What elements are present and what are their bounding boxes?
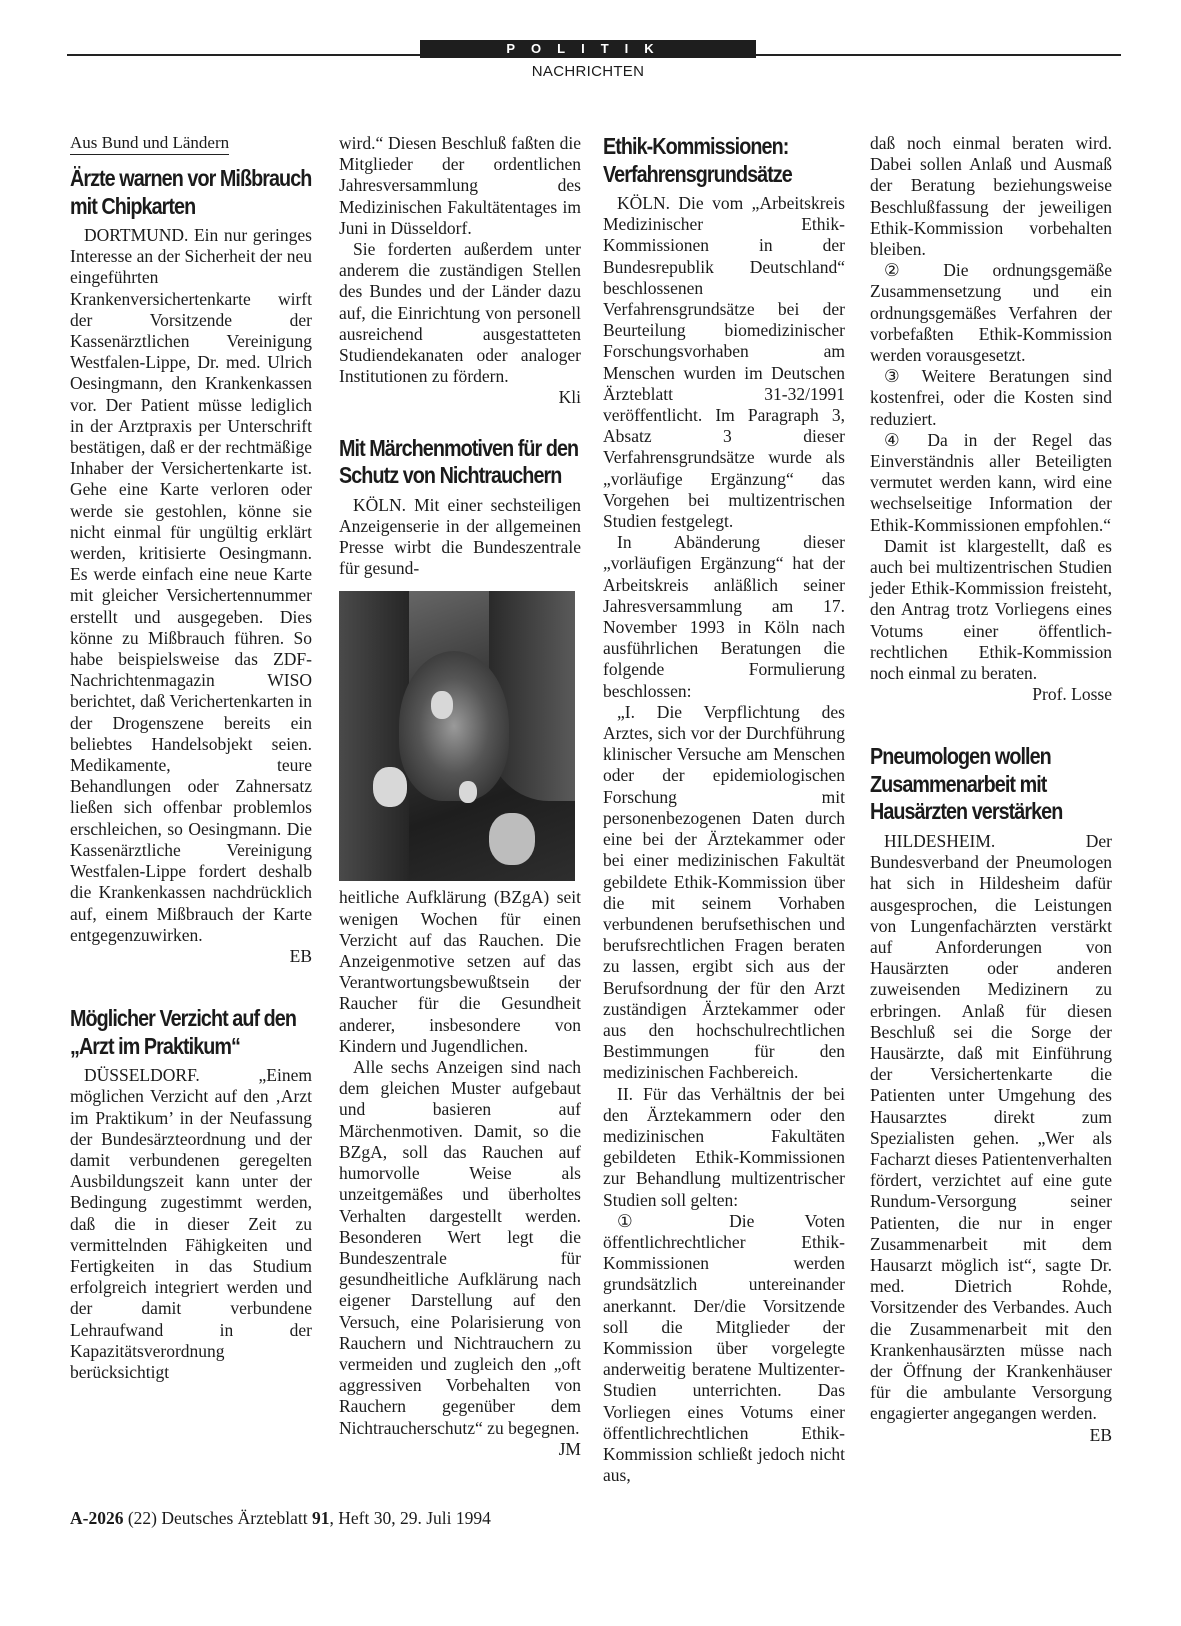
footer-journal: (22) Deutsches Ärzteblatt xyxy=(127,1508,308,1528)
headline-maerchenmotive: Mit Märchenmotiven für den Schutz von Nichtrauchern xyxy=(339,434,579,489)
page-footer xyxy=(70,1508,491,1529)
subsection-label: NACHRICHTEN xyxy=(531,63,645,80)
article-maerchen-signature: JM xyxy=(558,1438,581,1459)
article-aip-paragraph: Sie forderten außerdem unter anderem die zuständigen Stellen des Bundes und der Länder dazu auf, die Einrichtung von personell ausreichend ausgestatteten Studiendekanaten oder analoger Institutionen zu fördern. xyxy=(339,239,581,387)
fairy-tale-ad-photo xyxy=(339,591,575,881)
page-number: A-2026 xyxy=(70,1508,124,1528)
article-chipkarten-text: DORTMUND. Ein nur geringes Interesse an der Sicherheit der neu eingeführten Krankenversichertenkarte wirft der Vorsitzende der Kassenärztlichen Vereinigung Westfalen-Lippe, Dr. med. Ulrich Oesingmann, den Krankenkassen vor. Der Patient müsse lediglich in der Arztpraxis per Unterschrift bestätigen, daß er der rechtmäßige Inhaber der Versichertenkarte ist. Gehe eine Karte verloren oder werde sie gestohlen, könne sie nicht einmal für ungültig erklärt werden, kritisierte Oesingmann. Es werde einfach eine neue Karte mit gleicher Versichertennummer erstellt und ausgegeben. Dies könne zu Mißbrauch führen. So habe beispielsweise das ZDF-Nachrichtenmagazin WISO berichtet, daß Verichertenkarten in der Drogenszene bereits ein beliebtes Handelsobjekt seien. Medikamente, teure Behandlungen oder Zahnersatz ließen sich offenbar problemlos erschleichen, so Oesingmann. Die Kassenärztliche Vereinigung Westfalen-Lippe fordert deshalb die Krankenkassen nachdrücklich auf, einem Mißbrauch der Karte entgegenzuwirken. xyxy=(70,225,312,945)
article-ethik-point-2: ② Die ordnungsgemäße Zusammensetzung und ein ordnungsgemäßes Verfahren der vorbefaßten Ethik-Kommission werden vorausgesetzt. xyxy=(870,260,1112,366)
article-ethik-conclusion: Damit ist klargestellt, daß es auch bei multizentrischen Studien jeder Ethik-Kommission freisteht, den Antrag trotz Vorliegens eines Votums einer öffentlich-rechtlichen Ethik-Kommission noch einmal zu beraten. xyxy=(870,535,1112,684)
article-ethik-p2: In Abänderung dieser „vorläufigen Ergänzung“ hat der Arbeitskreis anläßlich seiner Jahresversammlung am 17. November 1993 in Köln nach ausführlichen Beratungen die folgende Formulierung beschlossen: xyxy=(603,532,845,701)
section-label: POLITIK xyxy=(420,40,756,58)
article-ethik-p5: ① Die Voten öffentlichrechtlicher Ethik-Kommissionen werden grundsätzlich untereinander anerkannt. Der/die Vorsitzende soll die Mitglieder der Kommission über vorgelegte anderweitig beratene Multizenter-Studien unterrichten. Das Vorliegen eines Votums einer öffentlichrechtlichen Ethik-Kommission schließt jedoch nicht aus, xyxy=(603,1210,845,1486)
headline-pneumologen: Pneumologen wollen Zusammenarbeit mit Hausärzten verstärken xyxy=(870,743,1063,825)
article-pneumologen-signature: EB xyxy=(1089,1424,1112,1445)
headline-ethik-kommissionen: Ethik-Kommissionen: Verfahrensgrundsätze xyxy=(603,133,792,187)
article-maerchen-paragraph: Alle sechs Anzeigen sind nach dem gleichen Muster aufgebaut und basieren auf Märchenmotiven. Damit, so die BZgA, soll das Rauchen auf humorvolle Weise als unzeitgemäßes und überholtes Verhalten dargestellt werden. Besonderen Wert legt die Bundeszentrale für gesundheitliche Aufklärung nach eigener Darstellung auf den Versuch, eine Polarisierung von Rauchern und Nichtrauchern zu vermeiden und zugleich den „oft aggressiven Vorbehalten von Rauchern gegenüber dem Nichtraucherschutz“ zu begegnen. xyxy=(339,1057,581,1438)
kicker: Aus Bund und Ländern xyxy=(70,133,229,155)
headline-arzt-im-praktikum: Möglicher Verzicht auf den „Arzt im Praktikum“ xyxy=(70,1005,297,1059)
article-ethik-p4: II. Für das Verhältnis der bei den Ärztekammern oder den medizinischen Fakultäten gebildeten Ethik-Kommissionen zur Behandlung multizentrischer Studien soll gelten: xyxy=(603,1083,845,1210)
footer-volume: 91 xyxy=(312,1508,330,1528)
article-ethik-p1: KÖLN. Die vom „Arbeitskreis Medizinischer Ethik-Kommissionen in der Bundesrepublik Deutschland“ beschlossenen Verfahrensgrundsätze bei der Beurteilung biomedizinischer Forschungsvorhaben am Menschen wurden im Deutschen Ärzteblatt 31-32/1991 veröffentlicht. Im Paragraph 3, Absatz 3 dieser Verfahrensgrundsätze wurde als „vorläufige Ergänzung“ das Vorgehen bei multizentrischen Studien festgelegt. xyxy=(603,193,845,532)
article-ethik-continued: daß noch einmal beraten wird. Dabei sollen Anlaß und Ausmaß der Beratung beziehungsweise Beschlußfassung der jeweiligen Ethik-Kommission vorbehalten bleiben. xyxy=(870,133,1112,260)
article-aip-text: DÜSSELDORF. „Einem möglichen Verzicht auf den ‚Arzt im Praktikum’ in der Neufassung der Bundesärzteordnung und der damit verbundenen geregelten Ausbildungszeit kann unter der Bedingung zugestimmt werden, daß die in dieser Zeit zu vermittelnden Fähigkeiten und Fertigkeiten in das Studium erfolgreich integriert werden und der damit verbundene Lehraufwand in der Kapazitätsverordnung berücksichtigt xyxy=(70,1065,312,1382)
article-maerchen-text: heitliche Aufklärung (BZgA) seit wenigen Wochen für einen Verzicht auf das Rauchen. Die Anzeigenmotive setzen auf das Verantwortungsbewußtsein der Raucher für die Gesundheit anderer, insbesondere von Kindern und Jugendlichen. xyxy=(339,887,581,1056)
article-maerchen-intro: KÖLN. Mit einer sechsteiligen Anzeigenserie in der allgemeinen Presse wirbt die Bundeszentrale für gesund- xyxy=(339,494,581,579)
article-chipkarten-signature: EB xyxy=(289,945,312,966)
article-ethik-p3: „I. Die Verpflichtung des Arztes, sich vor der Durchführung klinischer Versuche am Menschen oder der epidemiologischen Forschung mit personenbezogenen Daten durch eine bei der Ärztekammer oder bei einer medizinischen Fakultät gebildete Ethik-Kommission über die mit seinem Vorhaben verbundenen berufsethischen und berufsrechtlichen Fragen beraten zu lassen, ergibt sich aus der Berufsordnung der für den Arzt zuständigen Ärztekammer oder aus den hochschulrechtlichen Bestimmungen für den medizinischen Fachbereich. xyxy=(603,701,845,1083)
article-aip-continued: wird.“ Diesen Beschluß faßten die Mitglieder der ordentlichen Jahresversammlung des Medizinischen Fakultätentages im Juni in Düsseldorf. xyxy=(339,133,581,238)
article-ethik-point-3: ③ Weitere Beratungen sind kostenfrei, oder die Kosten sind reduziert. xyxy=(870,366,1112,429)
column-3 xyxy=(603,133,845,1486)
article-ethik-signature: Prof. Losse xyxy=(1032,684,1112,705)
headline-chipkarten: Ärzte warnen vor Mißbrauch mit Chipkarten xyxy=(70,165,312,219)
column-1 xyxy=(70,133,312,1383)
column-4 xyxy=(870,133,1112,1446)
column-2 xyxy=(339,133,581,1460)
article-pneumologen-text: HILDESHEIM. Der Bundesverband der Pneumologen hat sich in Hildesheim dafür ausgesprochen, die Leistungen von Lungenfachärzten verstärkt auf Anforderungen von Hausärzten oder anderen zuweisenden Medizinern zu erbringen. Anlaß für diesen Beschluß sei die Sorge der Hausärzte, daß mit Einführung der Versichertenkarte die Patienten unter Umgehung des Hausarztes direkt zum Spezialisten gehen. „Wer als Facharzt dieses Patientenverhalten fördert, verzichtet auf eine gute Rundum-Versorgung seiner Patienten, die nur in enger Zusammenarbeit mit dem Hausarzt möglich ist“, sagte Dr. med. Dietrich Rohde, Vorsitzender des Verbandes. Auch die Zusammenarbeit mit den Krankenhausärzten müsse nach der Öffnung der Krankenhäuser für die ambulante Versorgung engagierter angegangen werden. xyxy=(870,830,1112,1424)
article-aip-signature: Kli xyxy=(558,387,581,408)
article-ethik-point-4: ④ Da in der Regel das Einverständnis aller Beteiligten vermutet werden kann, wird eine wechselseitige Information der Ethik-Kommissionen empfohlen.“ xyxy=(870,429,1112,535)
footer-issue: , Heft 30, 29. Juli 1994 xyxy=(329,1508,491,1528)
